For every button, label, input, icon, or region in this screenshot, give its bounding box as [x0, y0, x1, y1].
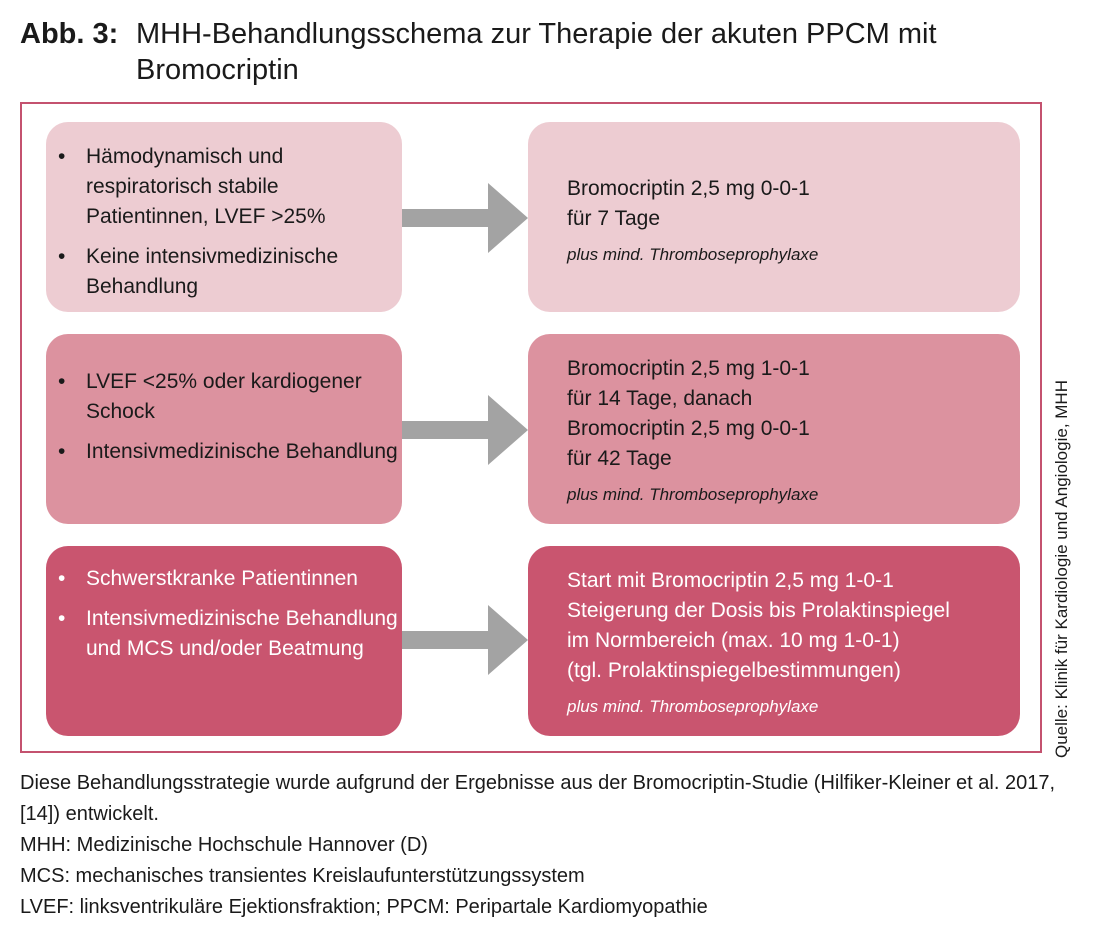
therapy-line: Steigerung der Dosis bis Prolaktinspiegel — [567, 599, 950, 622]
therapy-line: für 14 Tage, danach — [567, 387, 753, 410]
bullet-icon: • — [58, 567, 66, 590]
bullet-icon: • — [58, 245, 66, 268]
therapy-box-2 — [528, 334, 1020, 524]
therapy-line: Bromocriptin 2,5 mg 1-0-1 — [567, 357, 810, 380]
bullet-icon: • — [58, 145, 66, 168]
prophylaxis-note: plus mind. Thromboseprophylaxe — [567, 485, 819, 504]
bullet-icon: • — [58, 607, 66, 630]
arrow-right-icon — [402, 605, 528, 675]
note-line: MHH: Medizinische Hochschule Hannover (D) — [20, 834, 428, 856]
criteria-item: • Hämodynamisch und respiratorisch stabile Patientinnen, LVEF >25% — [46, 142, 402, 232]
figure-title-text: MHH-Behandlungsschema zur Therapie der akuten PPCM mit Bromocriptin — [136, 18, 937, 86]
criteria-item: • Intensivmedizinische Behandlung — [46, 437, 402, 467]
criteria-item: • LVEF <25% oder kardiogener Schock — [46, 367, 402, 427]
note-line: MCS: mechanisches transientes Kreislaufunterstützungssystem — [20, 865, 585, 887]
prophylaxis-note: plus mind. Thromboseprophylaxe — [567, 697, 819, 716]
figure-label: Abb. 3: — [20, 18, 119, 50]
therapy-box-1 — [528, 122, 1020, 312]
criteria-box-3 — [46, 546, 402, 736]
criteria-item: • Schwerstkranke Patientinnen — [46, 564, 402, 594]
therapy-line: Bromocriptin 2,5 mg 0-0-1 — [567, 417, 810, 440]
bullet-icon: • — [58, 370, 66, 393]
source-credit: Quelle: Klinik für Kardiologie und Angiologie, MHH — [1052, 380, 1071, 758]
note-line: Diese Behandlungsstrategie wurde aufgrund der Ergebnisse aus der Bromocriptin-Studie (Hilfiker-Kleiner et al. 2017, [14]) entwickelt. — [20, 772, 1055, 825]
bullet-icon: • — [58, 440, 66, 463]
therapy-line: Start mit Bromocriptin 2,5 mg 1-0-1 — [567, 569, 894, 592]
criteria-item: • Intensivmedizinische Behandlung und MCS und/oder Beatmung — [46, 604, 402, 664]
therapy-line: Bromocriptin 2,5 mg 0-0-1 — [567, 177, 810, 200]
therapy-line: für 7 Tage — [567, 207, 661, 230]
therapy-line: für 42 Tage — [567, 447, 672, 470]
criteria-box-1 — [46, 122, 402, 312]
criteria-item: • Keine intensivmedizinische Behandlung — [46, 242, 402, 302]
therapy-line: im Normbereich (max. 10 mg 1-0-1) — [567, 629, 900, 652]
arrow-right-icon — [402, 395, 528, 465]
arrow-right-icon — [402, 183, 528, 253]
therapy-box-3 — [528, 546, 1020, 736]
therapy-line: (tgl. Prolaktinspiegelbestimmungen) — [567, 659, 901, 682]
prophylaxis-note: plus mind. Thromboseprophylaxe — [567, 245, 819, 264]
note-line: LVEF: linksventrikuläre Ejektionsfraktion; PPCM: Peripartale Kardiomyopathie — [20, 896, 708, 918]
figure-notes — [20, 768, 1060, 923]
criteria-box-2 — [46, 334, 402, 524]
